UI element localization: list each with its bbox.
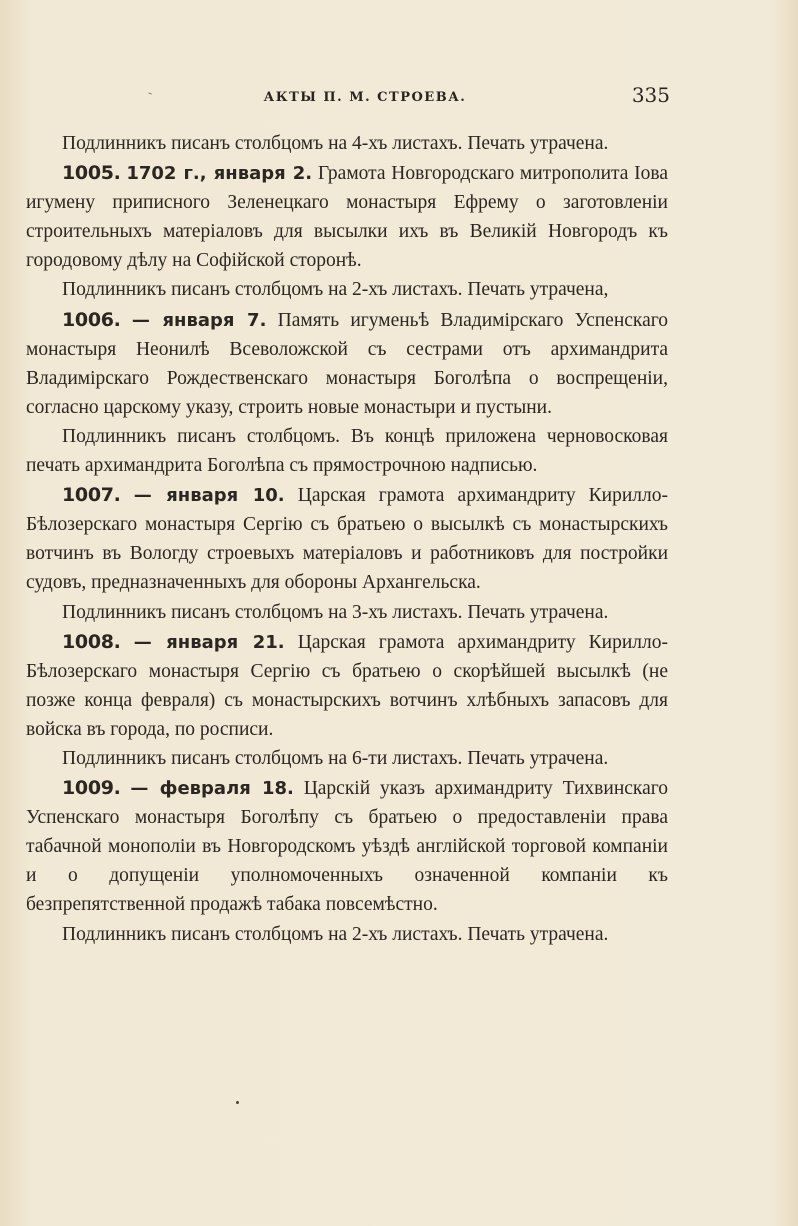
entry-date: — февраля 18.	[130, 778, 294, 800]
page-header	[60, 82, 670, 112]
entry-1009	[26, 774, 668, 919]
note-text: Подлинникъ писанъ столбцомъ на 2-хъ листахъ. Печать утрачена,	[62, 279, 609, 301]
entry-1005	[26, 159, 668, 275]
entry-date: — января 7.	[131, 309, 267, 331]
entry-number: 1007.	[62, 484, 121, 507]
entry-number: 1009.	[62, 777, 121, 800]
paragraph-original-note	[26, 920, 668, 949]
note-text: Подлинникъ писанъ столбцомъ. Въ концѣ приложена черновосковая печать архимандрита Боголѣпа съ прямострочною надписью.	[26, 425, 668, 477]
page-number: 335	[631, 83, 670, 107]
note-text: Подлинникъ писанъ столбцомъ на 2-хъ листахъ. Печать утрачена.	[62, 923, 609, 945]
printer-mark: -	[145, 85, 155, 102]
entry-1008	[26, 628, 668, 744]
paragraph-original-note	[26, 744, 668, 773]
paragraph-original-note	[26, 598, 668, 627]
ink-speck	[236, 1101, 239, 1104]
running-title: АКТЫ П. М. СТРОЕВА.	[263, 90, 467, 105]
entry-1006	[26, 306, 668, 422]
entry-text: Царская грамота архимандриту Кирилло-Бѣлозерскаго монастыря Сергію съ братьею о высылкѣ съ монастырскихъ вотчинъ въ Вологду строевыхъ матеріаловъ и работниковъ для постройки судовъ, предназначенныхъ для обороны Архангельска.	[26, 485, 669, 594]
note-text: Подлинникъ писанъ столбцомъ на 4-хъ листахъ. Печать утрачена.	[62, 133, 609, 154]
page-body	[26, 129, 668, 949]
entry-text: Память игуменьѣ Владимірскаго Успенскаго монастыря Неонилѣ Всеволожской съ сестрами отъ архимандрита Владимірскаго Рождественскаго монастыря Боголѣпа о воспрещеніи, согласно царскому указу, строить новые монастыри и пустыни.	[26, 309, 669, 418]
entry-number: 1005.	[62, 162, 121, 185]
entry-1007	[26, 481, 668, 597]
entry-number: 1006.	[62, 308, 121, 331]
entry-number: 1008.	[62, 630, 121, 653]
entry-text: Грамота Новгородскаго митрополита Іова игумену приписного Зеленецкаго монастыря Ефрему о заготовленіи строительныхъ матеріаловъ для высылки ихъ въ Великій Новгородъ къ городовому дѣлу на Софійской сторонѣ.	[26, 163, 669, 272]
entry-text: Царскій указъ архимандриту Тихвинскаго Успенскаго монастыря Боголѣпу съ братьею о предоставленіи права табачной монополіи въ Новгородскомъ уѣздѣ англійской торговой компаніи и о допущеніи уполномоченныхъ означенной компаніи къ безпрепятственной продажѣ табака повсемѣстно.	[26, 778, 669, 916]
entry-date: — января 21.	[133, 631, 285, 653]
note-text: Подлинникъ писанъ столбцомъ на 6-ти листахъ. Печать утрачена.	[62, 747, 609, 769]
paragraph-original-note	[26, 129, 668, 158]
entry-text: Царская грамота архимандриту Кирилло-Бѣлозерскаго монастыря Сергію съ братьею о скорѣйшей высылкѣ (не позже конца февраля) съ монастырскихъ вотчинъ хлѣбныхъ запасовъ для войска въ города, по росписи.	[26, 631, 669, 740]
paragraph-original-note	[26, 422, 668, 480]
entry-date: 1702 г., января 2.	[126, 163, 313, 185]
paragraph-original-note	[26, 275, 668, 304]
entry-date: — января 10.	[133, 485, 285, 507]
note-text: Подлинникъ писанъ столбцомъ на 3-хъ листахъ. Печать утрачена.	[62, 601, 609, 623]
